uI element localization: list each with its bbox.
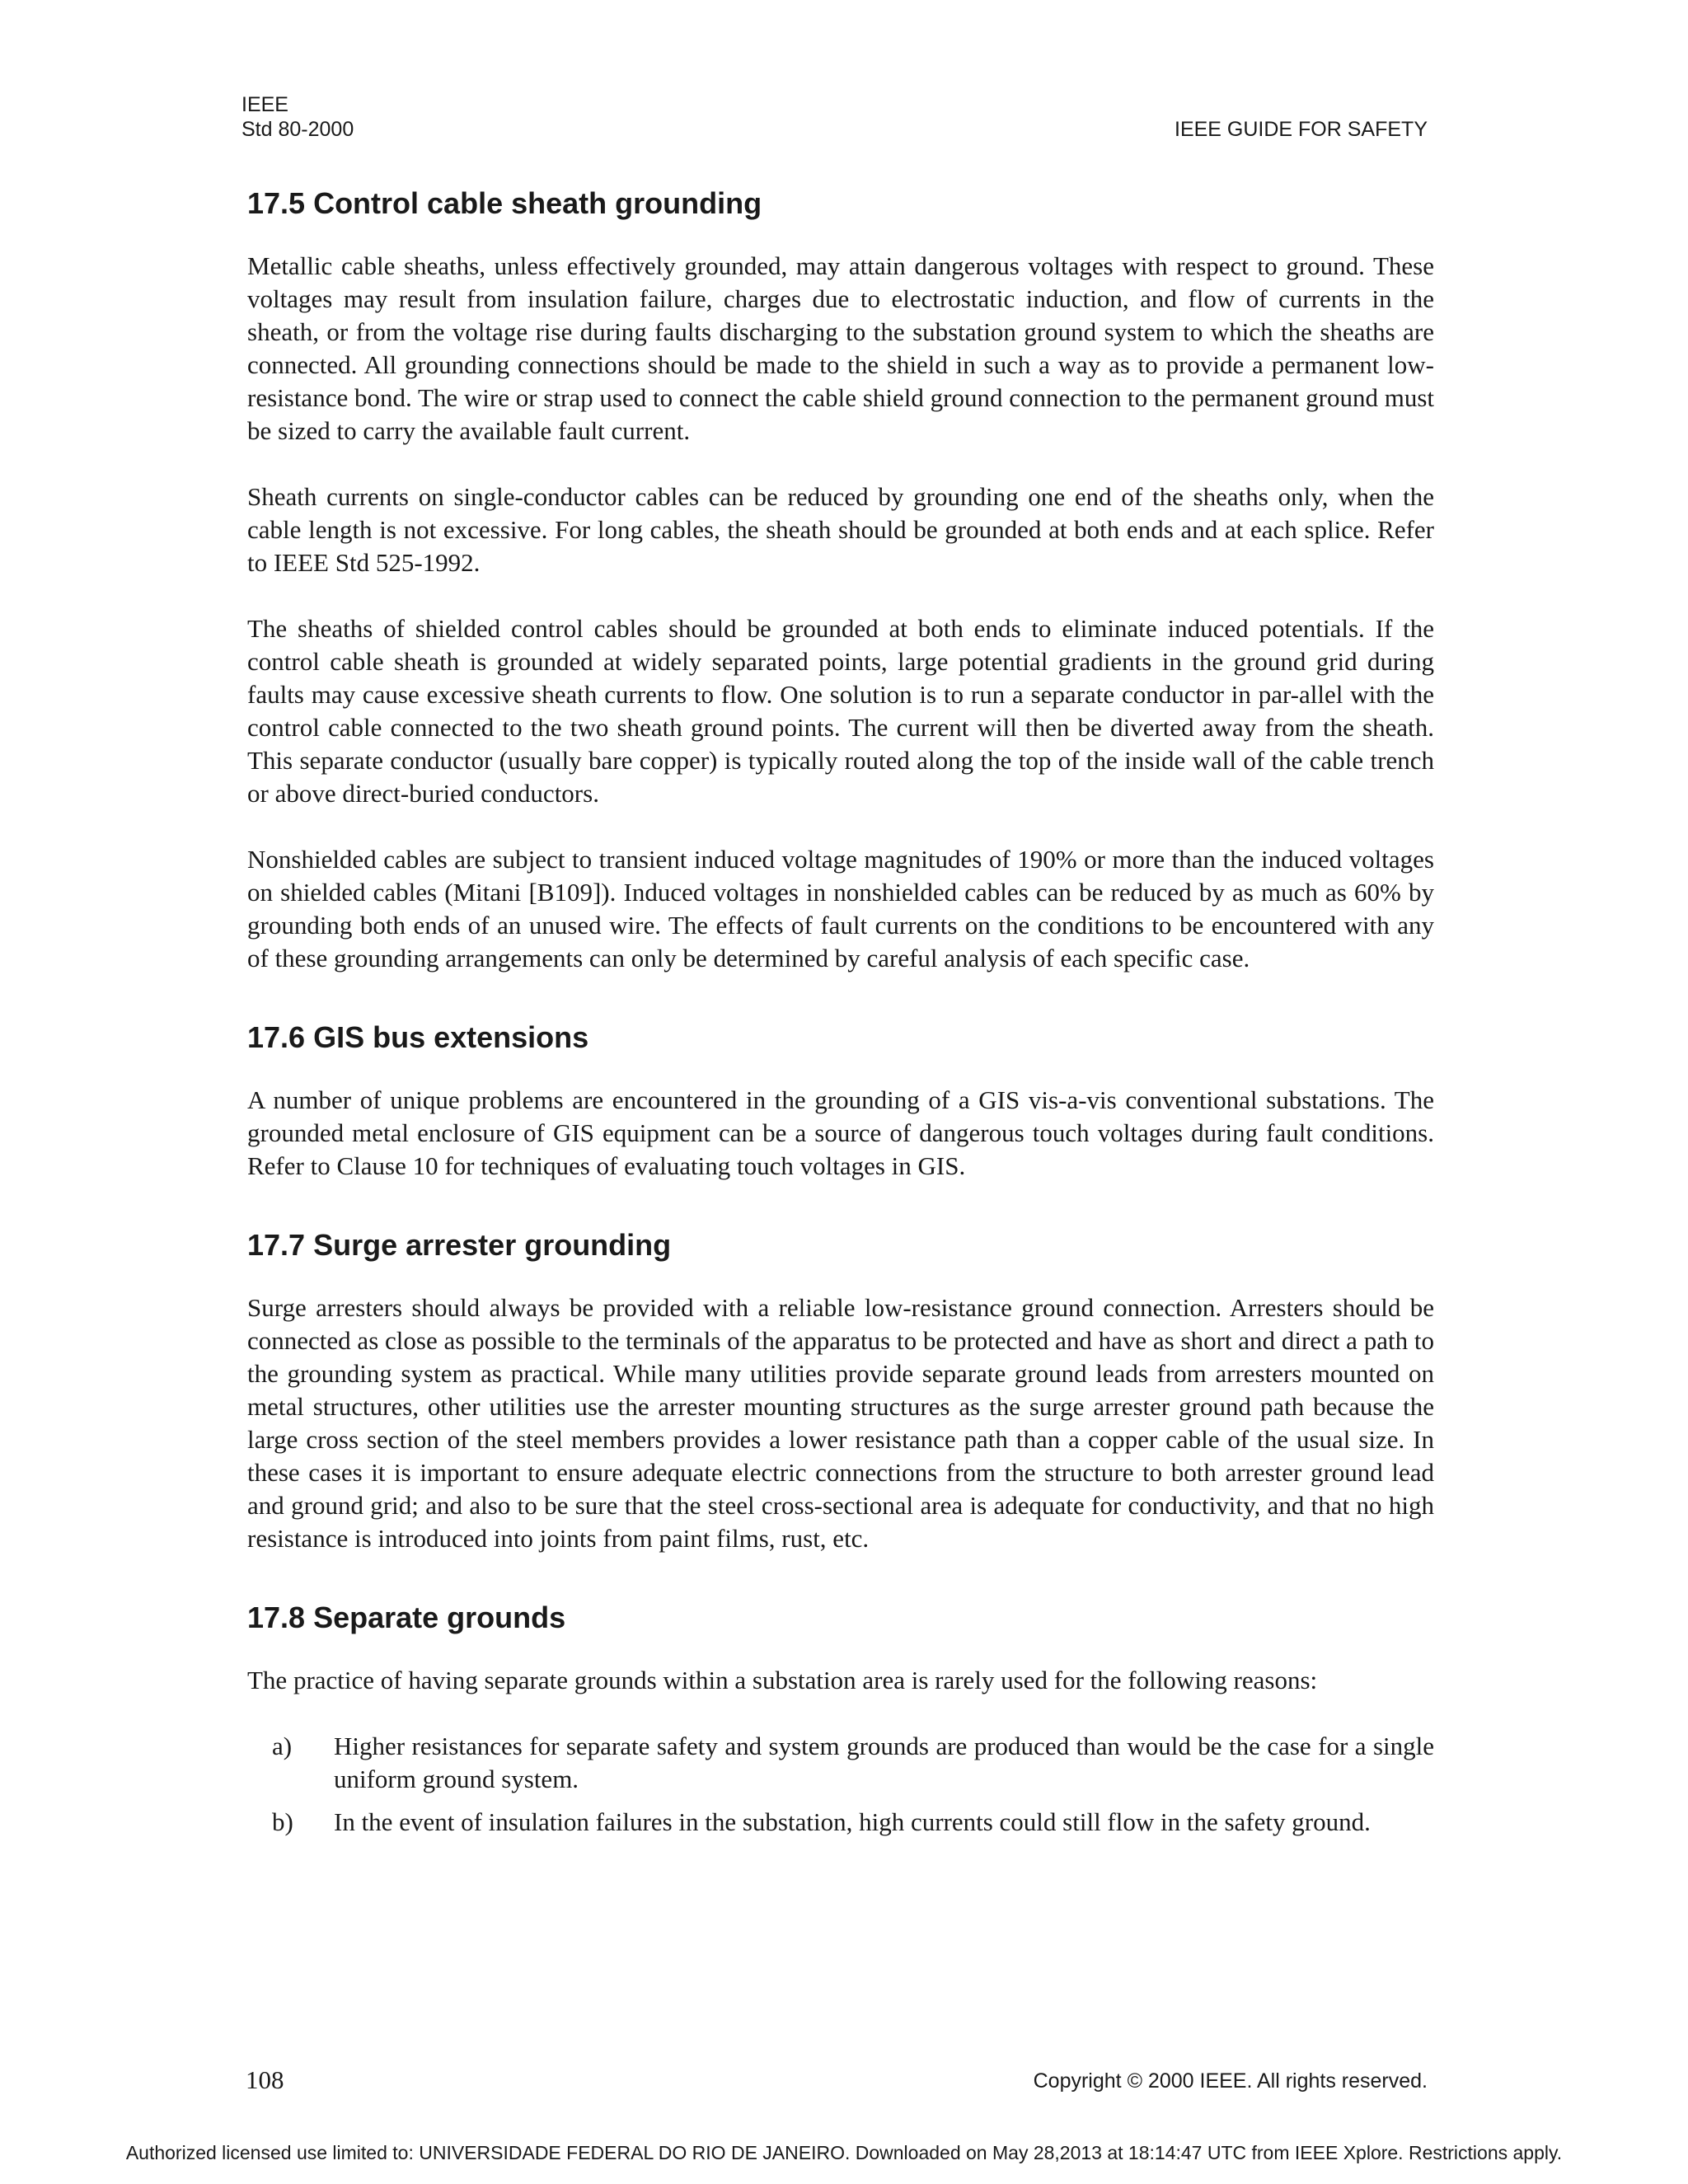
section-heading-17-6: 17.6 GIS bus extensions <box>247 1020 589 1054</box>
reasons-list <box>247 1730 1434 1839</box>
list-item-text: Higher resistances for separate safety and system grounds are produced than would be the case for a single uniform ground system. <box>334 1732 1434 1793</box>
section-heading-17-8: 17.8 Separate grounds <box>247 1601 566 1634</box>
list-marker: b) <box>272 1807 293 1836</box>
paragraph: The sheaths of shielded control cables should be grounded at both ends to eliminate induced potentials. If the control cable sheath is grounded at widely separated points, large potential gradients in the ground grid during faults may cause excessive sheath currents to flow. One solution is to run a separate conductor in par-allel with the control cable connected to the two sheath ground points. The current will then be diverted away from the sheath. This separate conductor (usually bare copper) is typically routed along the top of the inside wall of the cable trench or above direct-buried conductors. <box>247 614 1434 808</box>
list-marker: a) <box>272 1732 293 1760</box>
paragraph: The practice of having separate grounds within a substation area is rarely used for the following reasons: <box>247 1666 1318 1694</box>
header-std: Std 80-2000 <box>241 118 354 141</box>
section-heading-17-5: 17.5 Control cable sheath grounding <box>247 186 762 220</box>
header-org: IEEE <box>241 93 288 116</box>
paragraph: Metallic cable sheaths, unless effectively grounded, may attain dangerous voltages with respect to ground. These voltages may result from insulation failure, charges due to electrostatic induction, and flow of currents in the sheath, or from the voltage rise during faults discharging to the substation ground system to which the sheaths are connected. All grounding connections should be made to the shield in such a way as to provide a permanent low-resistance bond. The wire or strap used to connect the cable shield ground connection to the permanent ground must be sized to carry the available fault current. <box>247 251 1434 445</box>
paragraph: Nonshielded cables are subject to transient induced voltage magnitudes of 190% or more than the induced voltages on shielded cables (Mitani [B109]). Induced voltages in nonshielded cables can be reduced by as much as 60% by grounding both ends of an unused wire. The effects of fault currents on the conditions to be encountered with any of these grounding arrangements can only be determined by careful analysis of each specific case. <box>247 845 1434 972</box>
license-notice: Authorized licensed use limited to: UNIVERSIDADE FEDERAL DO RIO DE JANEIRO. Downloaded on May 28,2013 at 18:14:47 UTC from IEEE Xplore. Restrictions apply. <box>125 2142 1563 2163</box>
page-body <box>247 185 1434 1849</box>
paragraph: A number of unique problems are encountered in the grounding of a GIS vis-a-vis conventional substations. The grounded metal enclosure of GIS equipment can be a source of dangerous touch voltages during fault conditions. Refer to Clause 10 for techniques of evaluating touch voltages in GIS. <box>247 1085 1434 1180</box>
section-heading-17-7: 17.7 Surge arrester grounding <box>247 1228 672 1262</box>
list-item <box>247 1806 1434 1839</box>
paragraph: Sheath currents on single-conductor cables can be reduced by grounding one end of the sheaths only, when the cable length is not excessive. For long cables, the sheath should be grounded at both ends and at each splice. Refer to IEEE Std 525-1992. <box>247 482 1434 577</box>
running-header-left <box>241 92 354 142</box>
page-number: 108 <box>246 2065 284 2094</box>
paragraph: Surge arresters should always be provided with a reliable low-resistance ground connection. Arresters should be connected as close as possible to the terminals of the apparatus to be protected and have as short and direct a path to the grounding system as practical. While many utilities provide separate ground leads from arresters mounted on metal structures, other utilities use the arrester mounting structures as the surge arrester ground path because the large cross section of the steel members provides a lower resistance path than a copper cable of the usual size. In these cases it is important to ensure adequate electric connections from the structure to both arrester ground lead and ground grid; and also to be sure that the steel cross-sectional area is adequate for conductivity, and that no high resistance is introduced into joints from paint films, rust, etc. <box>247 1293 1434 1553</box>
list-item-text: In the event of insulation failures in the substation, high currents could still flow in the safety ground. <box>334 1807 1371 1836</box>
running-header-title: IEEE GUIDE FOR SAFETY <box>1175 118 1428 141</box>
list-item <box>247 1730 1434 1796</box>
copyright-notice: Copyright © 2000 IEEE. All rights reserved. <box>1033 2069 1428 2093</box>
